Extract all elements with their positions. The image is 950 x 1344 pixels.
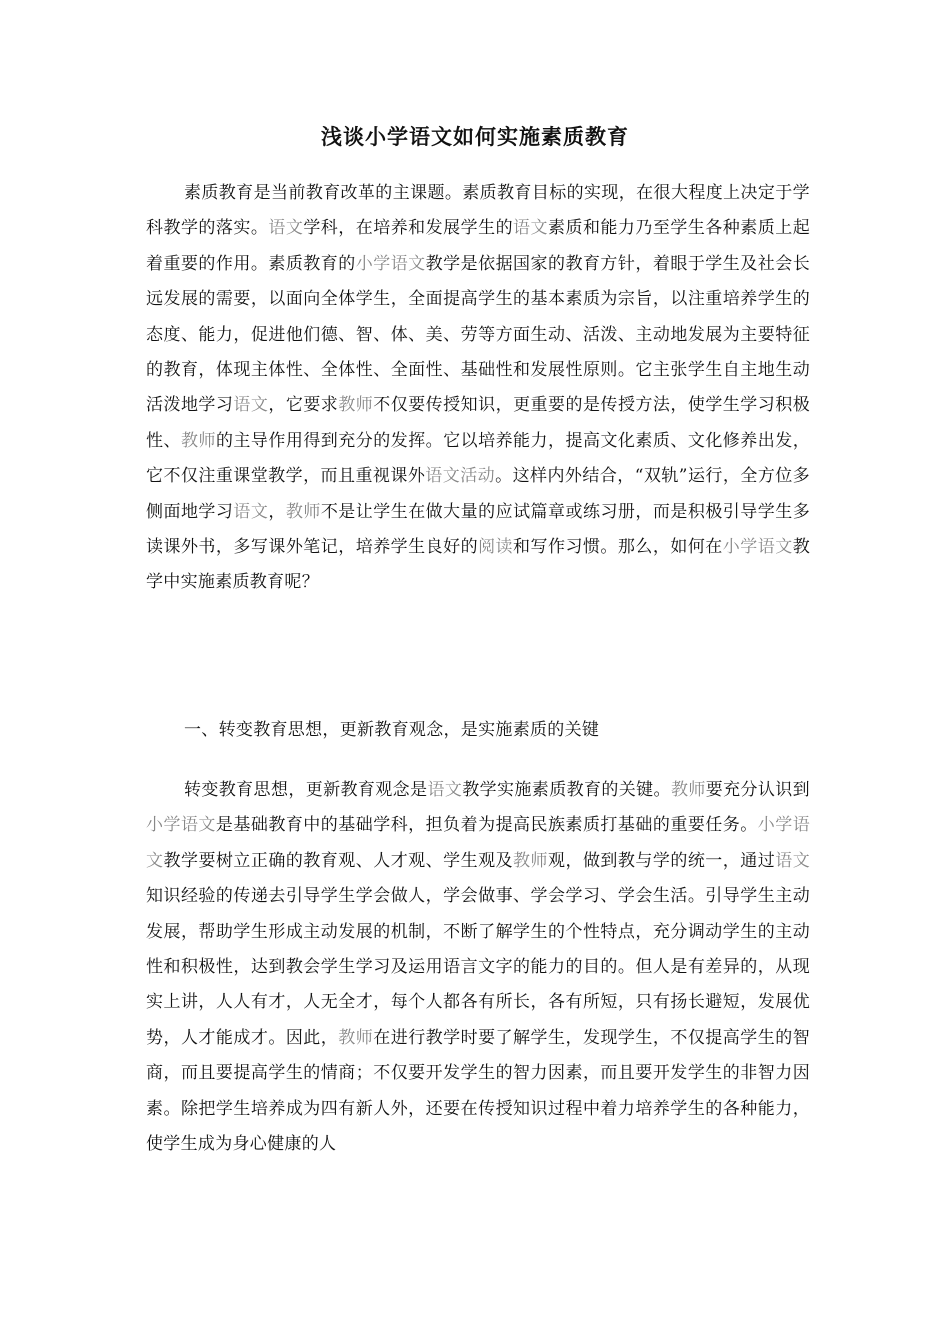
text-segment: 知识经验的传递去引导学生学会做人，学会做事、学会学习、学会生活。引导学生主动发展，帮助学生形成主动发展的机制，不断了解学生的个性特点，充分调动学生的主动性和积极性，达到教会学生学习及运用语言文字的能力的目的。但人是有差异的，从现实上讲，人人有才，人无全才，每个人都各有所长，各有所短，只有扬长避短，发展优势，人才能成才。因此， — [146, 886, 810, 1048]
text-segment: 是基础教育中的基础学科，担负着为提高民族素质打基础的重要任务。 — [215, 815, 758, 836]
text-segment: 素质和能力乃至学生各种素质上起着重要的作用。素质教育的 — [146, 218, 810, 274]
text-segment: 在进行教学时要了解学生，发现学生，不仅提高学生的智商，而且要提高学生的情商；不仅要开发学生的智力因素，而且要开发学生的非智力因素。除把学生培养成为四有新人外，还要在传授知识过程中着力培养学生的各种能力，使学生成为身心健康的人 — [146, 1027, 810, 1155]
keyword-link[interactable]: 教师 — [180, 430, 216, 451]
text-segment: 和写作习惯。那么，如何在 — [513, 537, 723, 558]
section-heading: 一、转变教育思想，更新教育观念，是实施素质的关键 — [184, 720, 600, 740]
text-segment: 教学要树立正确的教育观、人才观、学生观及 — [163, 850, 514, 871]
keyword-link[interactable]: 小学语文 — [722, 537, 793, 558]
text-segment: 转变教育思想，更新教育观念是 — [184, 780, 428, 800]
keyword-link[interactable]: 语文 — [427, 780, 463, 800]
text-segment: 的主导作用得到充分的发挥。它以培养能力，提高文化素质、文化修养出发，它不仅注重课堂教学，而且重视课外 — [146, 430, 811, 487]
keyword-link[interactable]: 小学语文 — [146, 815, 810, 871]
keyword-link[interactable]: 小学语文 — [355, 253, 426, 274]
paragraph-section-1 — [146, 773, 810, 1162]
text-segment: 观，做到教与学的统一，通过 — [548, 850, 776, 871]
text-segment: 不是让学生在做大量的应试篇章或练习册，而是积极引导学生多读课外书，多写课外笔记，培养学生良好的 — [146, 501, 810, 558]
text-segment: 要充分认识到 — [705, 780, 810, 800]
keyword-link[interactable]: 教师 — [285, 501, 321, 522]
keyword-link[interactable]: 语文 — [775, 850, 810, 871]
text-segment: 不仅要传授知识，更重要的是传授方法，使学生学习积极性、 — [146, 395, 811, 451]
keyword-link[interactable]: 语文 — [233, 501, 269, 522]
text-segment: 教学是依据国家的教育方针，着眼于学生及社会长远发展的需要，以面向全体学生，全面提高学生的基本素质为宗旨，以注重培养学生的态度、能力，促进他们德、智、体、美、劳等方面生动、活泼、主动地发展为主要特征的教育，体现主体性、全体性、全面性、基础性和发展性原则。它主张学生自主地生动活泼地学习 — [146, 253, 810, 416]
keyword-link[interactable]: 小学语文 — [146, 815, 216, 836]
document-title: 浅谈小学语文如何实施素质教育 — [321, 124, 629, 149]
keyword-link[interactable]: 语文活动 — [425, 466, 496, 487]
keyword-link[interactable]: 语文 — [233, 395, 269, 416]
text-segment: 教学实施素质教育的关键。 — [462, 780, 671, 800]
text-segment: ， — [268, 501, 286, 522]
keyword-link[interactable]: 教师 — [338, 395, 374, 416]
keyword-link[interactable]: 教师 — [338, 1027, 374, 1048]
text-segment: 素质教育是当前教育改革的主课题。素质教育目标的实现，在很大程度上决定于学科教学的落实。 — [146, 183, 810, 239]
paragraph-intro — [146, 176, 810, 601]
text-segment: ，它要求 — [268, 395, 339, 416]
text-segment: 教学中实施素质教育呢？ — [146, 537, 811, 593]
text-segment: 。这样内外结合，“双轨”运行，全方位多侧面地学习 — [146, 466, 810, 522]
keyword-link[interactable]: 语文 — [268, 218, 304, 239]
keyword-link[interactable]: 教师 — [513, 850, 548, 871]
text-segment: 学科，在培养和发展学生的 — [303, 218, 514, 239]
keyword-link[interactable]: 教师 — [670, 780, 706, 800]
keyword-link[interactable]: 阅读 — [478, 537, 514, 558]
keyword-link[interactable]: 语文 — [513, 218, 549, 239]
